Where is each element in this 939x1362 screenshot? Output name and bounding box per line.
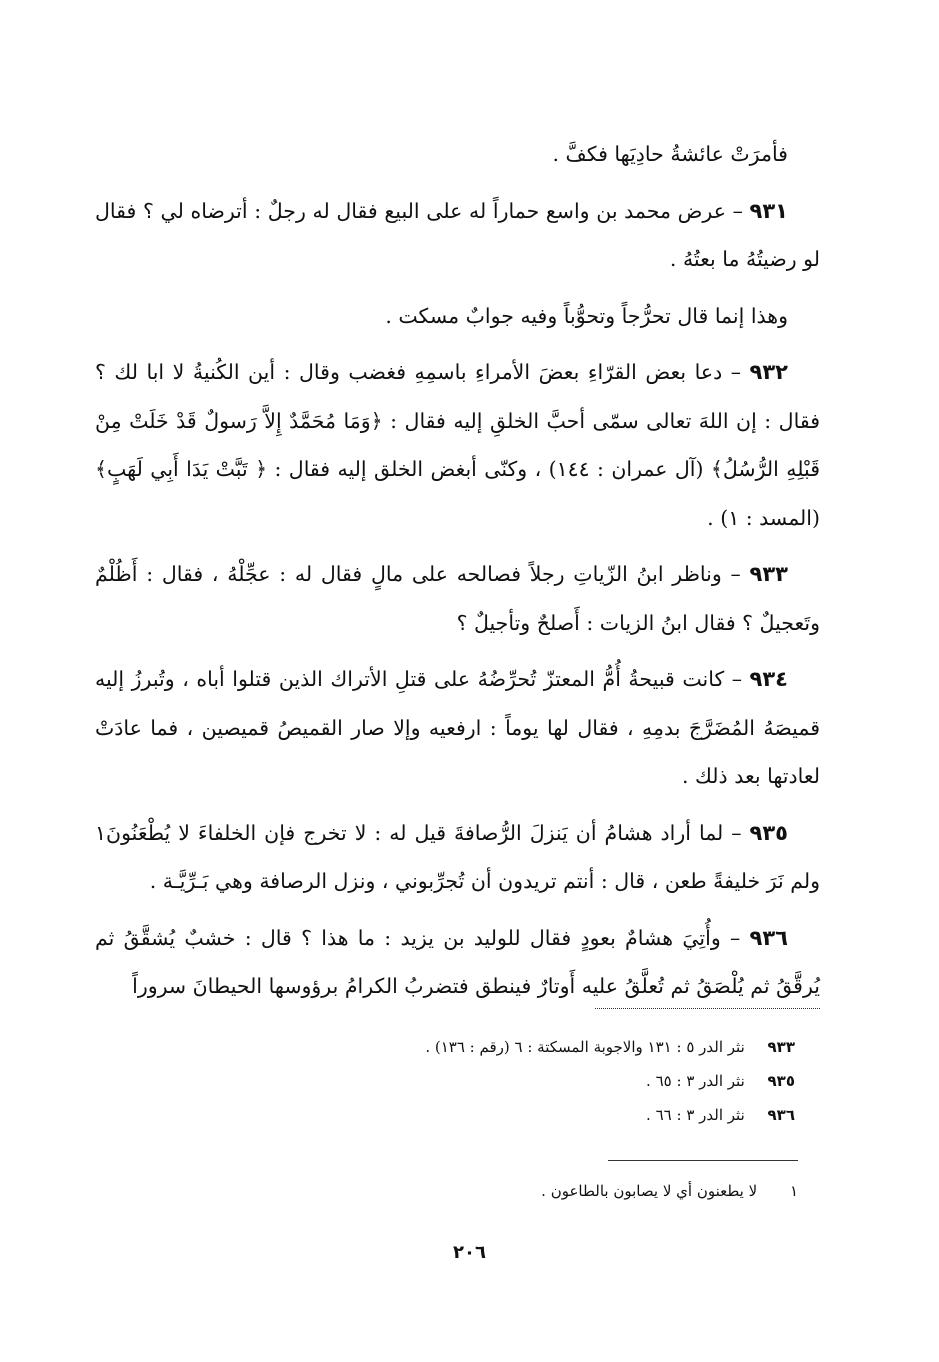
source-row [95,1030,795,1064]
paragraph-text: – وأُتِيَ هشامٌ بعودٍ فقال للوليد بن يزيد : ما هذا ؟ قال : خشبٌ يُشقَّقُ ثم يُرقَّقُ ثم يُلْصَقُ ثم تُعلَّقُ عليه أَوتارٌ فينطق فتضربُ الكرامُ برؤوسها الحيطانَ سروراً [95,925,820,998]
entry-number: ٩٣١ [749,198,788,223]
source-number: ٩٣٣ [767,1038,795,1056]
paragraph-commentary [95,292,820,341]
paragraph-continuation [95,130,820,179]
paragraph-text: وهذا إنما قال تحرُّجاً وتحوُّباً وفيه جوابٌ مسكت . [385,303,788,328]
source-text: نثر الدر ٣ : ٦٦ . [646,1106,745,1124]
source-row [95,1064,795,1098]
paragraph-931 [95,187,820,284]
source-number: ٩٣٦ [767,1106,795,1124]
source-number: ٩٣٥ [767,1072,795,1090]
footnote [95,1175,798,1207]
paragraph-934 [95,655,820,801]
page-number: ٢٠٦ [453,1242,486,1263]
sources-divider [595,1008,820,1009]
paragraph-text: – دعا بعض القرّاءِ بعضَ الأمراءِ باسمِهِ فغضب وقال : أين الكُنيةُ لا ابا لك ؟ فقال : إن اللهَ تعالى سمّى أحبَّ الخلقِ إليه فقال : ﴿وَمَا مُحَمَّدٌ إِلاَّ رَسولٌ قَدْ خَلَتْ مِنْ قَبْلِهِ الرُّسُلُ﴾ (آل عمران : ١٤٤) ، وكنّى أبغض الخلق إليه فقال : ﴿ تَبَّتْ يَدَا أَبِي لَهَبٍ﴾ (المسد : ١) . [95,360,820,530]
paragraph-text: – عرض محمد بن واسع حماراً له على البيع فقال له رجلٌ : أترضاه لي ؟ فقال لو رضيتُهُ ما بعتُهُ . [95,198,820,271]
paragraph-936 [95,914,820,1011]
source-text: نثر الدر ٥ : ١٣١ والاجوبة المسكتة : ٦ (رقم : ١٣٦) . [425,1038,745,1056]
paragraph-933 [95,550,820,647]
footnote-text: لا يطعنون أي لا يصابون بالطاعون . [541,1182,758,1200]
source-text: نثر الدر ٣ : ٦٥ . [646,1072,745,1090]
entry-number: ٩٣٣ [749,562,788,586]
footnote-number: ١ [789,1182,798,1200]
source-row [95,1098,795,1132]
sources-list [95,1030,795,1132]
paragraph-text: فأمرَتْ عائشةُ حادِيَها فكفَّ . [552,142,788,166]
footnote-divider [608,1160,798,1161]
paragraph-text: – لما أراد هشامُ أن يَنزلَ الرُّصافةَ قيل له : لا تخرج فإن الخلفاءَ لا يُطْعَنُونَ١ ولم نَرَ خليفةً طعن ، قال : أنتم تريدون أن تُجرِّبوني ، ونزل الرصافة وهي بَـرِّيَّـة . [95,820,820,893]
entry-number: ٩٣٦ [749,925,788,950]
entry-number: ٩٣٤ [749,667,788,691]
paragraph-text: – وناظر ابنُ الزّياتِ رجلاً فصالحه على مالٍ فقال له : عجِّلْهُ ، فقال : أَظُلْمٌ وتَعجيلٌ ؟ فقال ابنُ الزيات : أَصلحٌ وتأجيلٌ ؟ [95,562,820,635]
paragraph-text: – كانت قبيحةُ أُمُّ المعتزّ تُحرِّضُهُ على قتلِ الأتراك الذين قتلوا أباه ، وتُبرزُ إليه قميصَهُ المُضَرَّجَ بدمِهِ ، فقال لها يوماً : ارفعيه وإلا صار القميصُ قميصين ، فما عادَتْ لعادتها بعد ذلك . [95,667,820,788]
paragraph-935 [95,809,820,906]
entry-number: ٩٣٢ [749,360,788,384]
entry-number: ٩٣٥ [749,820,788,845]
paragraph-932 [95,348,820,542]
main-text [95,130,820,1019]
